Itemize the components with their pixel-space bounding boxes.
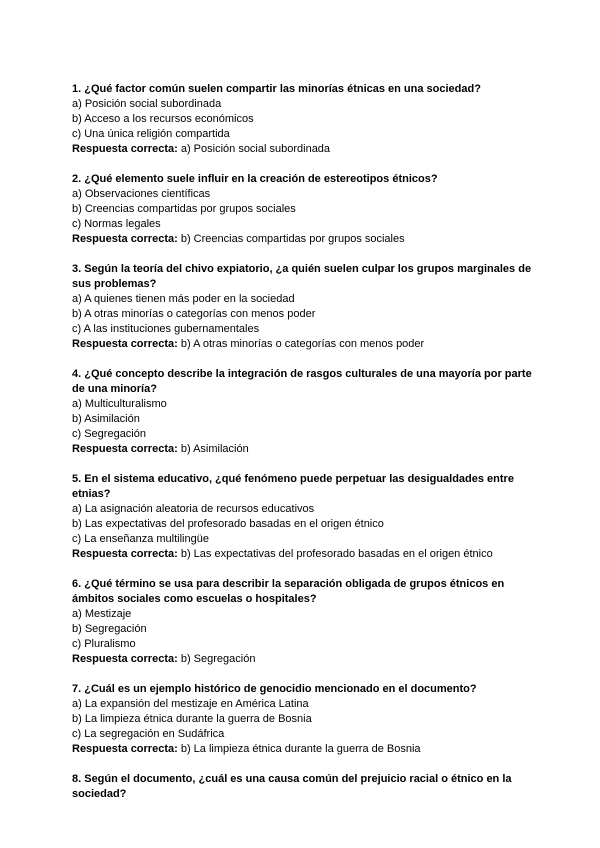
correct-answer-label: Respuesta correcta:	[72, 653, 178, 665]
question-title: 2. ¿Qué elemento suele influir en la creación de estereotipos étnicos?	[72, 173, 438, 185]
correct-answer-label: Respuesta correcta:	[72, 743, 178, 755]
correct-answer-value: b) Segregación	[180, 653, 256, 665]
correct-answer-label: Respuesta correcta:	[72, 338, 178, 350]
answer-option: b) Asimilación	[72, 413, 140, 425]
question-block	[72, 262, 532, 352]
question-block	[72, 577, 532, 667]
answer-option: c) La enseñanza multilingüe	[72, 533, 209, 545]
answer-option: b) Segregación	[72, 623, 147, 635]
correct-answer	[72, 652, 532, 667]
quiz-document	[72, 82, 532, 817]
answer-option: a) Observaciones científicas	[72, 188, 211, 200]
answer-option: a) Mestizaje	[72, 608, 132, 620]
answer-option: a) La asignación aleatoria de recursos educativos	[72, 503, 315, 515]
question-block	[72, 367, 532, 457]
correct-answer-value: b) Creencias compartidas por grupos sociales	[180, 233, 405, 245]
correct-answer	[72, 442, 532, 457]
correct-answer-label: Respuesta correcta:	[72, 443, 178, 455]
answer-option: a) La expansión del mestizaje en América Latina	[72, 698, 309, 710]
question-title: 4. ¿Qué concepto describe la integración de rasgos culturales de una mayoría por parte de una minoría?	[72, 368, 532, 395]
answer-option: c) A las instituciones gubernamentales	[72, 323, 260, 335]
answer-option: c) Normas legales	[72, 218, 161, 230]
answer-option: a) Posición social subordinada	[72, 98, 222, 110]
correct-answer	[72, 142, 532, 157]
answer-option: b) Acceso a los recursos económicos	[72, 113, 254, 125]
correct-answer-value: b) A otras minorías o categorías con menos poder	[180, 338, 425, 350]
correct-answer	[72, 547, 532, 562]
correct-answer	[72, 742, 532, 757]
question-title: 7. ¿Cuál es un ejemplo histórico de genocidio mencionado en el documento?	[72, 683, 477, 695]
answer-option: c) Pluralismo	[72, 638, 136, 650]
answer-option: a) Multiculturalismo	[72, 398, 167, 410]
question-block	[72, 682, 532, 757]
correct-answer-label: Respuesta correcta:	[72, 143, 178, 155]
question-block	[72, 772, 532, 802]
question-title: 1. ¿Qué factor común suelen compartir las minorías étnicas en una sociedad?	[72, 83, 481, 95]
correct-answer-label: Respuesta correcta:	[72, 233, 178, 245]
answer-option: c) Una única religión compartida	[72, 128, 230, 140]
answer-option: b) La limpieza étnica durante la guerra de Bosnia	[72, 713, 312, 725]
question-title: 6. ¿Qué término se usa para describir la separación obligada de grupos étnicos en ámbitos sociales como escuelas o hospitales?	[72, 578, 505, 605]
correct-answer-value: a) Posición social subordinada	[180, 143, 331, 155]
question-block	[72, 172, 532, 247]
question-block	[72, 472, 532, 562]
answer-option: a) A quienes tienen más poder en la sociedad	[72, 293, 295, 305]
correct-answer	[72, 232, 532, 247]
question-title: 5. En el sistema educativo, ¿qué fenómeno puede perpetuar las desigualdades entre etnias?	[72, 473, 514, 500]
correct-answer-value: b) Las expectativas del profesorado basadas en el origen étnico	[180, 548, 493, 560]
correct-answer-value: b) Asimilación	[180, 443, 249, 455]
answer-option: b) Creencias compartidas por grupos sociales	[72, 203, 296, 215]
answer-option: c) Segregación	[72, 428, 146, 440]
question-block	[72, 82, 532, 157]
correct-answer-label: Respuesta correcta:	[72, 548, 178, 560]
correct-answer-value: b) La limpieza étnica durante la guerra de Bosnia	[180, 743, 421, 755]
answer-option: b) A otras minorías o categorías con menos poder	[72, 308, 316, 320]
answer-option: c) La segregación en Sudáfrica	[72, 728, 225, 740]
question-title: 8. Según el documento, ¿cuál es una causa común del prejuicio racial o étnico en la sociedad?	[72, 773, 512, 800]
answer-option: b) Las expectativas del profesorado basadas en el origen étnico	[72, 518, 384, 530]
question-title: 3. Según la teoría del chivo expiatorio, ¿a quién suelen culpar los grupos marginales de sus problemas?	[72, 263, 532, 290]
correct-answer	[72, 337, 532, 352]
